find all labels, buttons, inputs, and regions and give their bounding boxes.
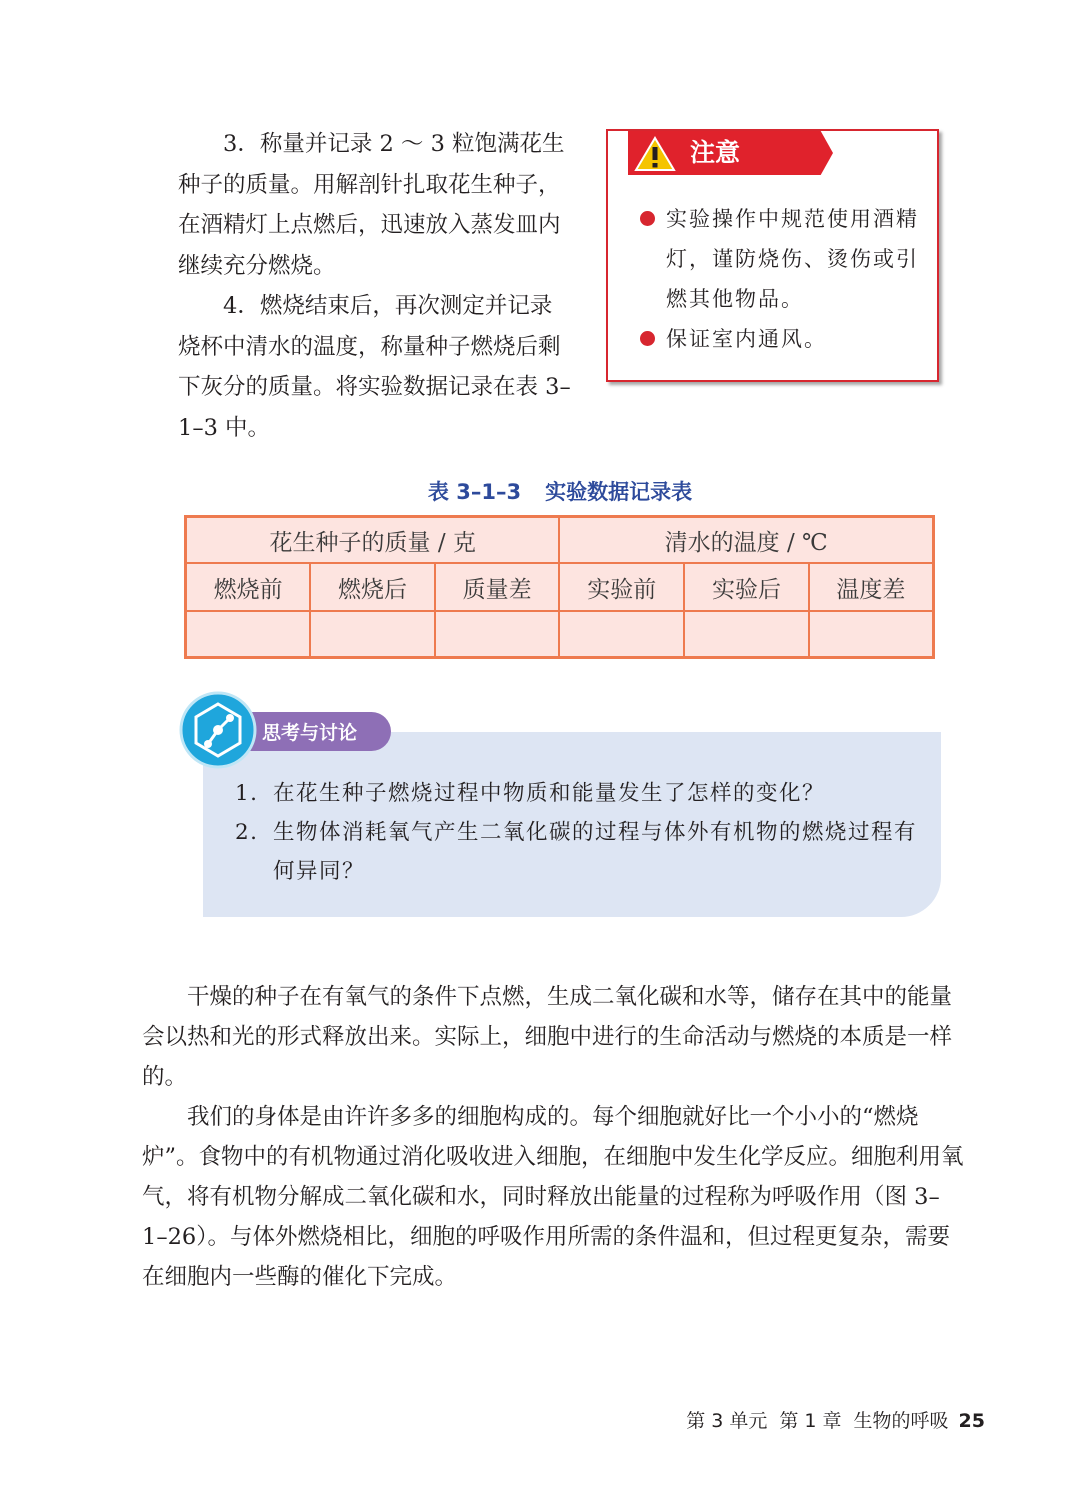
sub-header-cell: 温度差 bbox=[809, 563, 934, 611]
table-cell bbox=[684, 611, 809, 658]
molecule-icon bbox=[178, 690, 258, 770]
question-number: 1. bbox=[235, 781, 259, 806]
warning-icon bbox=[634, 136, 676, 172]
table-caption bbox=[0, 476, 1077, 506]
notice-list bbox=[638, 199, 928, 359]
discussion-questions bbox=[235, 774, 925, 891]
footer-chapter-title: 生物的呼吸 bbox=[853, 1410, 949, 1432]
data-record-table bbox=[184, 515, 935, 659]
sub-header-cell: 燃烧后 bbox=[310, 563, 435, 611]
step-4-first-line: 4．燃烧结束后，再次测定并记录 bbox=[223, 293, 553, 319]
notice-item-text: 保证室内通风。 bbox=[666, 327, 827, 351]
sub-header-cell: 实验前 bbox=[559, 563, 684, 611]
table-row bbox=[186, 611, 934, 658]
footer-chapter: 第 1 章 bbox=[779, 1410, 842, 1432]
step-3-first-line: 3．称量并记录 2 ～ 3 粒饱满花生 bbox=[223, 131, 565, 157]
question-number: 2. bbox=[235, 820, 259, 845]
table-caption-title: 实验数据记录表 bbox=[545, 480, 693, 504]
table-caption-label: 表 3–1–3 bbox=[427, 480, 522, 504]
group-header-seed-mass: 花生种子的质量 / 克 bbox=[186, 517, 560, 564]
footer-unit: 第 3 单元 bbox=[686, 1410, 768, 1432]
question-text: 生物体消耗氧气产生二氧化碳的过程与体外有机物的燃烧过程有何异同？ bbox=[273, 820, 918, 884]
question-text: 在花生种子燃烧过程中物质和能量发生了怎样的变化？ bbox=[273, 781, 826, 806]
table-cell bbox=[310, 611, 435, 658]
discussion-question bbox=[235, 774, 925, 813]
group-header-water-temp: 清水的温度 / ℃ bbox=[559, 517, 933, 564]
discussion-title: 思考与讨论 bbox=[262, 722, 358, 744]
bullet-icon bbox=[640, 331, 655, 346]
table-cell bbox=[809, 611, 934, 658]
body-paragraph: 我们的身体是由许许多多的细胞构成的。每个细胞就好比一个小小的“燃烧炉”。食物中的有机物通过消化吸收进入细胞，在细胞中发生化学反应。细胞利用氧气，将有机物分解成二氧化碳和水，同时释放出能量的过程称为呼吸作用（图 3–1–26）。与体外燃烧相比，细胞的呼吸作用所需的条件温和，但过程更复杂，需要在细胞内一些酶的催化下完成。 bbox=[142, 1104, 964, 1290]
discussion-question bbox=[235, 813, 925, 891]
sub-header-cell: 燃烧前 bbox=[186, 563, 311, 611]
notice-item-text: 实验操作中规范使用酒精灯，谨防烧伤、烫伤或引燃其他物品。 bbox=[666, 207, 919, 311]
step-4-text: 烧杯中清水的温度，称量种子燃烧后剩下灰分的质量。将实验数据记录在表 3–1–3 中。 bbox=[178, 333, 571, 441]
table-group-header-row bbox=[186, 517, 934, 564]
page-number: 25 bbox=[958, 1410, 985, 1432]
table-sub-header-row bbox=[186, 563, 934, 611]
table-cell bbox=[559, 611, 684, 658]
page-footer bbox=[0, 1406, 985, 1433]
notice-item bbox=[638, 199, 928, 319]
step-3-text: 种子的质量。用解剖针扎取花生种子，在酒精灯上点燃后，迅速放入蒸发皿内继续充分燃烧。 bbox=[178, 171, 561, 279]
notice-title: 注意 bbox=[690, 138, 741, 167]
sub-header-cell: 实验后 bbox=[684, 563, 809, 611]
notice-item bbox=[638, 319, 928, 359]
bullet-icon bbox=[640, 211, 655, 226]
experiment-steps bbox=[178, 124, 578, 448]
body-paragraph: 干燥的种子在有氧气的条件下点燃，生成二氧化碳和水等，储存在其中的能量会以热和光的形式释放出来。实际上，细胞中进行的生命活动与燃烧的本质是一样的。 bbox=[142, 984, 953, 1090]
notice-box bbox=[606, 129, 939, 382]
sub-header-cell: 质量差 bbox=[435, 563, 560, 611]
table-cell bbox=[435, 611, 560, 658]
table-cell bbox=[186, 611, 311, 658]
body-text bbox=[142, 977, 964, 1297]
